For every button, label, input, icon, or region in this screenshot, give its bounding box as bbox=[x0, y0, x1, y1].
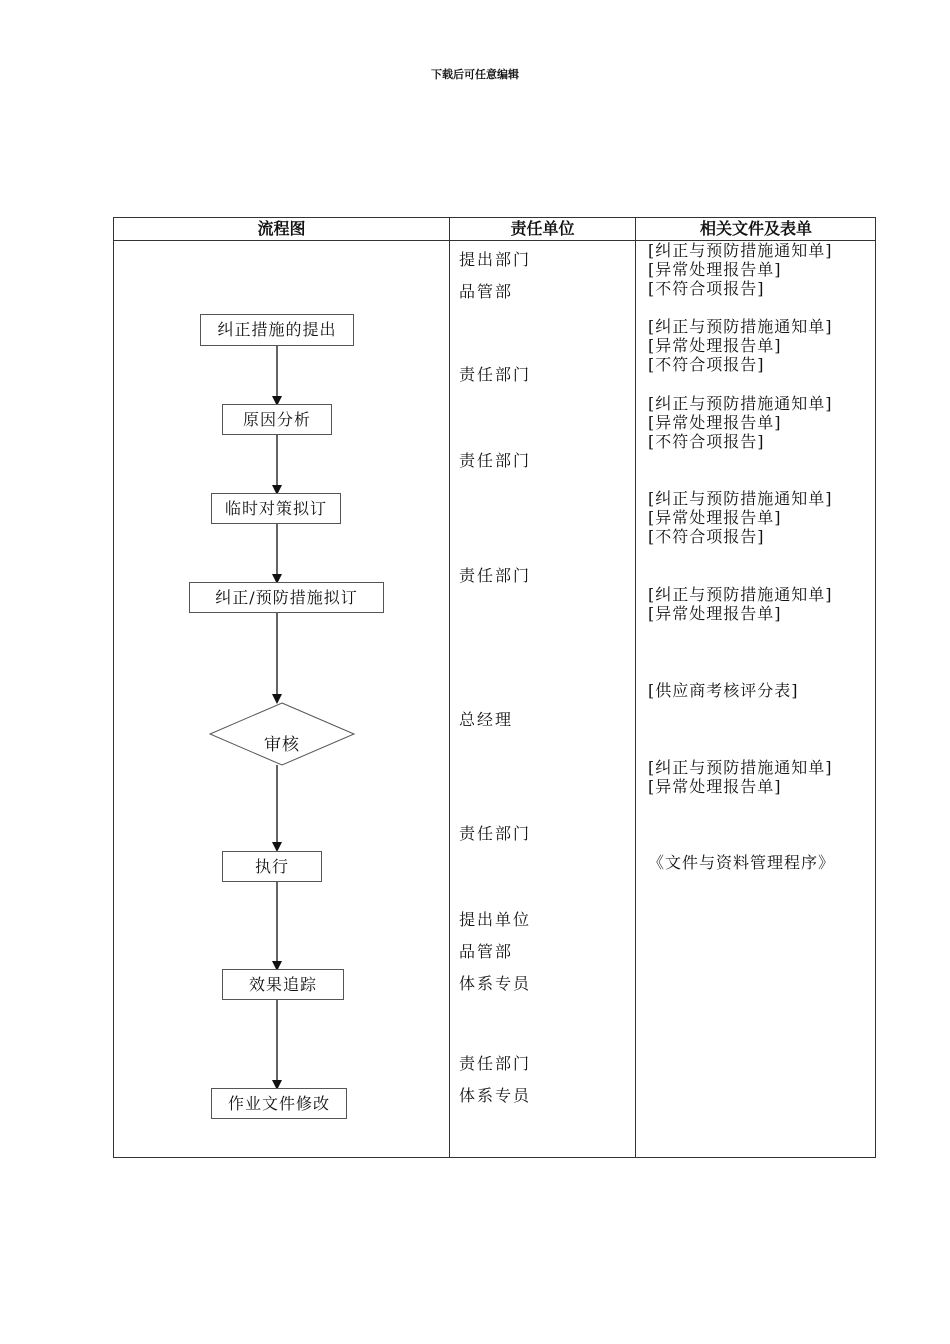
document-item: [不符合项报告] bbox=[648, 432, 765, 451]
responsible-unit-group bbox=[459, 907, 531, 994]
document-item: [异常处理报告单] bbox=[648, 777, 782, 796]
column-header-flowchart: 流程图 bbox=[257, 219, 306, 238]
responsible-unit-group bbox=[459, 821, 531, 844]
responsible-unit: 责任部门 bbox=[459, 824, 532, 843]
responsible-unit: 品管部 bbox=[459, 942, 514, 961]
column-header-responsible-unit: 责任单位 bbox=[510, 219, 575, 238]
document-item: 《文件与资料管理程序》 bbox=[648, 853, 836, 872]
header-note: 下载后可任意编辑 bbox=[431, 68, 519, 81]
document-item: [纠正与预防措施通知单] bbox=[648, 317, 833, 336]
responsible-unit-group bbox=[459, 1051, 531, 1106]
document-item: [纠正与预防措施通知单] bbox=[648, 758, 833, 777]
responsible-unit: 总经理 bbox=[459, 710, 514, 729]
document-group bbox=[648, 489, 833, 546]
flow-step-corrective-action-proposal: 纠正措施的提出 bbox=[200, 314, 354, 346]
document-item: [不符合项报告] bbox=[648, 279, 765, 298]
flow-step-effect-tracking: 效果追踪 bbox=[222, 969, 344, 1000]
document-group bbox=[648, 681, 799, 700]
responsible-unit-group bbox=[459, 247, 531, 302]
responsible-unit: 责任部门 bbox=[459, 365, 532, 384]
flow-step-execution: 执行 bbox=[222, 851, 322, 882]
document-item: [纠正与预防措施通知单] bbox=[648, 241, 833, 260]
responsible-unit-group bbox=[459, 707, 513, 730]
document-item: [不符合项报告] bbox=[648, 527, 765, 546]
document-group bbox=[648, 241, 833, 298]
flow-step-corrective-preventive-plan: 纠正/预防措施拟订 bbox=[189, 582, 384, 613]
responsible-unit: 责任部门 bbox=[459, 566, 532, 585]
document-item: [纠正与预防措施通知单] bbox=[648, 585, 833, 604]
document-item: [异常处理报告单] bbox=[648, 604, 782, 623]
document-item: [纠正与预防措施通知单] bbox=[648, 394, 833, 413]
flow-step-review: 审核 bbox=[264, 735, 300, 755]
responsible-unit-group bbox=[459, 563, 531, 586]
responsible-unit: 提出部门 bbox=[459, 250, 532, 269]
flow-step-temporary-countermeasure: 临时对策拟订 bbox=[211, 493, 341, 524]
responsible-unit: 责任部门 bbox=[459, 1054, 532, 1073]
responsible-unit: 提出单位 bbox=[459, 910, 532, 929]
document-item: [异常处理报告单] bbox=[648, 260, 782, 279]
document-item: [异常处理报告单] bbox=[648, 508, 782, 527]
responsible-unit: 体系专员 bbox=[459, 1086, 532, 1105]
document-group bbox=[648, 853, 835, 872]
document-item: [供应商考核评分表] bbox=[648, 681, 799, 700]
flow-step-cause-analysis: 原因分析 bbox=[222, 404, 332, 435]
responsible-unit-group bbox=[459, 448, 531, 471]
document-group bbox=[648, 394, 833, 451]
document-item: [异常处理报告单] bbox=[648, 336, 782, 355]
flow-step-document-revision: 作业文件修改 bbox=[211, 1088, 347, 1119]
document-group bbox=[648, 317, 833, 374]
responsible-unit: 品管部 bbox=[459, 282, 514, 301]
responsible-unit-group bbox=[459, 362, 531, 385]
responsible-unit: 体系专员 bbox=[459, 974, 532, 993]
document-item: [不符合项报告] bbox=[648, 355, 765, 374]
document-item: [纠正与预防措施通知单] bbox=[648, 489, 833, 508]
column-header-related-documents: 相关文件及表单 bbox=[699, 219, 812, 238]
document-group bbox=[648, 758, 833, 796]
document-item: [异常处理报告单] bbox=[648, 413, 782, 432]
document-group bbox=[648, 585, 833, 623]
responsible-unit: 责任部门 bbox=[459, 451, 532, 470]
